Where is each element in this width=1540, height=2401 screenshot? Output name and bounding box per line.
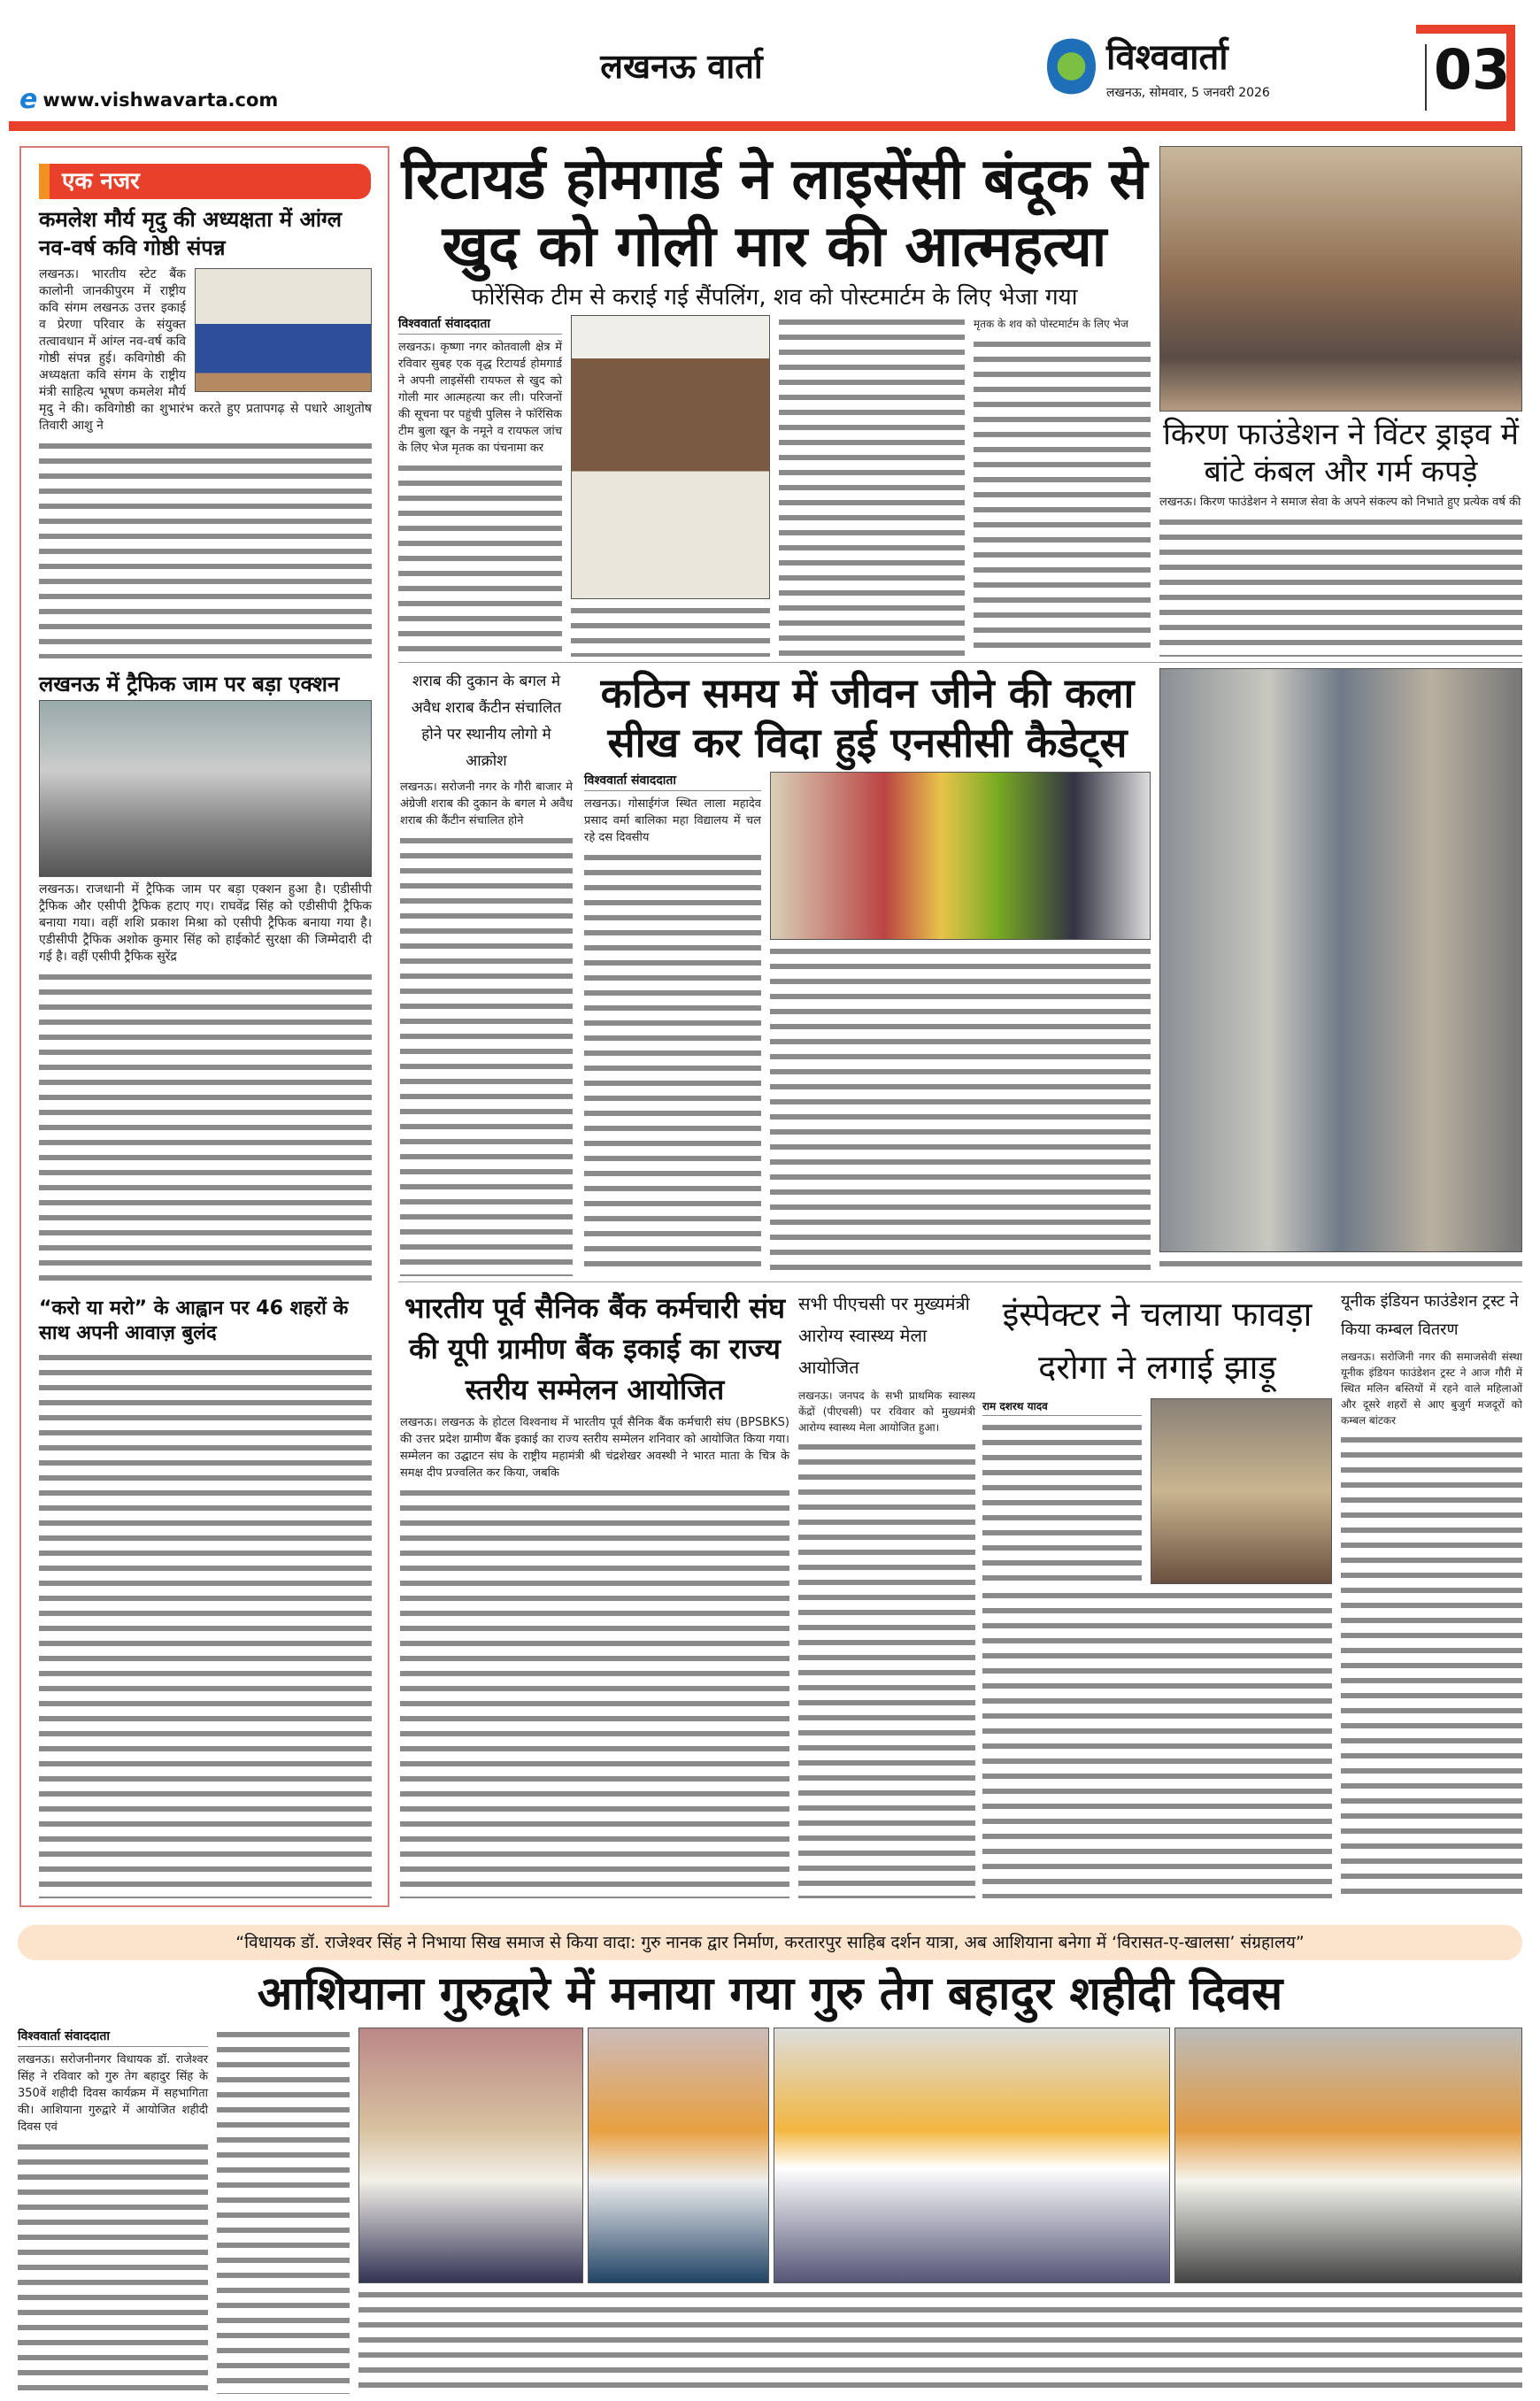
ncc-text-col2 — [770, 944, 1151, 1276]
inspector-sweeping-photo — [1151, 1398, 1332, 1584]
story-karo-ya-maro — [39, 1297, 372, 1898]
story-kavi-wrap — [39, 266, 372, 435]
ncc-text-col1 — [584, 850, 761, 1276]
main-byline: विश्ववार्ता संवाददाता — [398, 315, 562, 335]
traffic-body: लखनऊ। राजधानी में ट्रैफिक जाम पर बड़ा एक्शन हुआ है। एडीसीपी ट्रैफिक और एसीपी ट्रैफिक हटाए गए। राघवेंद्र सिंह को एडीसीपी ट्रैफिक बनाया गया। वहीं शशि प्रकाश मिश्रा को एसीपी ट्रैफिक बनाया गया है। एडीसीपी ट्रैफिक अशोक कुमार सिंह को हाईकोर्ट सुरक्षा की जिम्मेदारी दी गई है। वहीं एसीपी ट्रैफिक सुरेंद्र — [39, 882, 372, 965]
traffic-headline: लखनऊ में ट्रैफिक जाम पर बड़ा एक्शन — [39, 672, 340, 696]
gurudwara-photo-1 — [358, 2028, 583, 2283]
story-kavi-body: लखनऊ। भारतीय स्टेट बैंक कालोनी जानकीपुरम में राष्ट्रीय कवि संगम लखनऊ उत्तर इकाई व प्रेरणा परिवार के संयुक्त तत्वावधान में आंग्ल नव-वर्ष कवि गोष्ठी संपन्न हुई। कविगोष्ठी की अध्यक्षता कवि संगम के राष्ट्रीय मंत्री साहित्य भूषण कमलेश मौर्य मृदु ने की। कविगोष्ठी का शुभारंभ करते हुए प्रतापगढ़ से पधारे आशुतोष तिवारी आशु ने — [39, 267, 372, 433]
gurudwara-text-col2 — [217, 2028, 350, 2394]
phc-story — [798, 1288, 975, 1898]
main-col3: मृतक के शव को पोस्टमार्टम के लिए भेज — [974, 317, 1128, 330]
gurudwara-photo-3 — [774, 2028, 1170, 2283]
story-traffic — [39, 673, 372, 1285]
ncc-body: लखनऊ। गोसाईगंज स्थित लाला महादेव प्रसाद वर्मा बालिका महा विद्यालय में चल रहे दस दिवसीय — [584, 797, 761, 844]
gurudwara-story — [18, 1925, 1522, 2394]
ncc-story — [584, 668, 1151, 1276]
gurudwara-banner — [18, 1925, 1522, 1960]
inspector-headline: इंस्पेक्टर ने चलाया फावड़ा दरोगा ने लगाई झाड़ू — [1002, 1295, 1313, 1387]
ncc-col2 — [770, 772, 1151, 1276]
main-story — [398, 146, 1151, 657]
unique-headline: यूनीक इंडियन फाउंडेशन ट्रस्ट ने किया कम्बल वितरण — [1341, 1292, 1519, 1339]
header-red-bar — [9, 121, 1515, 131]
main-text-col3 — [779, 315, 965, 657]
ncc-col1 — [584, 772, 761, 1276]
liquor-text — [400, 834, 573, 1276]
main-columns — [398, 315, 1151, 657]
main-text-col2 — [571, 604, 770, 657]
section-title: लखनऊ वार्ता — [600, 47, 763, 86]
main-text-col1 — [398, 461, 562, 657]
bank-headline: भारतीय पूर्व सैनिक बैंक कर्मचारी संघ की यूपी ग्रामीण बैंक इकाई का राज्य स्तरीय सम्मेलन आयोजित — [404, 1291, 785, 1406]
divider — [1425, 44, 1427, 111]
alley-caption — [1159, 1257, 1522, 1276]
banner-text: “विधायक डॉ. राजेश्वर सिंह ने निभाया सिख समाज से किया वादा: गुरु नानक द्वार निर्माण, करतारपुर साहिब दर्शन यात्रा, अब आशियाना बनेगा में ‘विरासत-ए-खालसा’ संग्रहालय” — [235, 1933, 1305, 1952]
brand-name: विश्ववार्ता — [1106, 37, 1228, 78]
unique-body: लखनऊ। सरोजिनी नगर की समाजसेवी संस्था यूनीक इंडियन फाउंडेशन ट्रस्ट ने आज गौरी में स्थित मलिन बस्तियों में रहने वाले महिलाओं और दूसरे शहरों से आए बुजुर्ग मजदूरों को कम्बल बांटकर — [1341, 1351, 1522, 1427]
phc-headline: सभी पीएचसी पर मुख्यमंत्री आरोग्य स्वास्थ्य मेला आयोजित — [798, 1293, 970, 1378]
divider — [398, 1281, 1522, 1282]
karo-ya-maro-text — [39, 1351, 372, 1898]
bank-body: लखनऊ। लखनऊ के होटल विश्वनाथ में भारतीय पूर्व सैनिक बैंक कर्मचारी संघ (BPSBKS) की उत्तर प्रदेश ग्रामीण बैंक इकाई का राज्य स्तरीय सम्मेलन शनिवार को आयोजित किया गया। सम्मेलन का उद्घाटन संघ के राष्ट्रीय महामंत्री श्री चंद्रशेखर अवस्थी ने भारत माता के चित्र के समक्ष दीप प्रज्वलित कर किया, जबकि — [400, 1416, 789, 1480]
vehicles-alley-photo — [1159, 668, 1522, 1252]
masthead-logo — [1047, 35, 1096, 97]
inspector-story — [982, 1288, 1332, 1898]
unique-text — [1341, 1433, 1522, 1898]
bank-story — [400, 1288, 789, 1898]
traffic-jam-photo — [39, 700, 372, 877]
liquor-body: लखनऊ। सरोजनी नगर के गौरी बाजार मे अंग्रेजी शराब की दुकान के बगल मे अवैध शराब की कैंटीन संचालित होने — [400, 781, 573, 827]
inspector-text-col1 — [982, 1420, 1142, 1584]
kiran-body: लखनऊ। किरण फाउंडेशन ने समाज सेवा के अपने संकल्प को निभाते हुए प्रत्येक वर्ष की — [1159, 496, 1521, 509]
gurudwara-photos — [358, 2028, 1522, 2283]
ncc-byline: विश्ववार्ता संवाददाता — [584, 772, 761, 791]
story-kavi-headline: कमलेश मौर्य मृदु की अध्यक्षता में आंग्ल नव-वर्ष कवि गोष्ठी संपन्न — [39, 207, 343, 260]
main-col4 — [974, 315, 1151, 657]
kiran-text — [1159, 515, 1522, 657]
main-headline: रिटायर्ड होमगार्ड ने लाइसेंसी बंदूक से खुद को गोली मार की आत्महत्या — [401, 147, 1148, 280]
gurudwara-col1 — [18, 2028, 208, 2394]
site-url[interactable]: e www.vishwavarta.com — [19, 84, 279, 115]
karo-ya-maro-headline: “करो या मरो” के आह्वान पर 46 शहरों के साथ अपनी आवाज़ बुलंद — [39, 1297, 349, 1344]
page-number: 03 — [1434, 37, 1511, 102]
main-subhead: फोरेंसिक टीम से कराई गई सैंपलिंग, शव को पोस्टमार्टम के लिए भेजा गया — [471, 284, 1078, 311]
main-col1 — [398, 315, 562, 657]
gurudwara-text-lower — [358, 2288, 1522, 2394]
ek-nazar-text: एक नजर — [62, 168, 140, 195]
main-col2 — [571, 315, 770, 657]
kiran-headline: किरण फाउंडेशन ने विंटर ड्राइव में बांटे कंबल और गर्म कपड़े — [1163, 417, 1519, 489]
story-kavi — [39, 205, 372, 658]
gurudwara-photo-2 — [588, 2028, 769, 2283]
homeguard-id-photo — [571, 315, 770, 599]
kiran-story — [1159, 146, 1522, 657]
main-body: लखनऊ। कृष्णा नगर कोतवाली क्षेत्र में रविवार सुबह एक वृद्ध रिटायर्ड होमगार्ड ने अपनी लाइसेंसी रायफल से खुद को गोली मार आत्महत्या कर ली। परिजनों की सूचना पर पहुंची पुलिस ने फॉरेंसिक टीम बुला खून के नमूने व रायफल जांच के लिए भेज मृतक का पंचनामा कर — [398, 340, 562, 455]
gurudwara-photo-4 — [1174, 2028, 1522, 2283]
gurudwara-byline: विश्ववार्ता संवाददाता — [18, 2028, 208, 2047]
phc-text — [798, 1440, 975, 1898]
blanket-drive-photo — [1159, 146, 1522, 412]
inspector-byline: राम दशरथ यादव — [982, 1398, 1142, 1416]
ek-nazar-label — [39, 164, 371, 199]
gurudwara-body: लखनऊ। सरोजनीनगर विधायक डॉ. राजेश्वर सिंह ने रविवार को गुरु तेग बहादुर सिंह के 350वें शहीदी दिवस कार्यक्रम में सहभागिता की। आशियाना गुरुद्वारे में आयोजित शहीदी दिवस एवं — [18, 2053, 208, 2134]
story-kavi-text — [39, 439, 372, 658]
ncc-cadets-photo — [770, 772, 1151, 940]
liquor-story — [400, 668, 573, 1276]
traffic-text — [39, 970, 372, 1285]
dateline: लखनऊ, सोमवार, 5 जनवरी 2026 — [1106, 86, 1270, 100]
browser-e-icon: e — [19, 84, 38, 115]
kavi-goshthi-photo — [195, 268, 372, 392]
unique-story — [1341, 1288, 1522, 1898]
phc-body: लखनऊ। जनपद के सभी प्राथमिक स्वास्थ्य केंद्रों (पीएचसी) पर रविवार को मुख्यमंत्री आरोग्य स्वास्थ्य मेला आयोजित हुआ। — [798, 1389, 975, 1434]
ncc-columns — [584, 772, 1151, 1276]
ncc-headline: कठिन समय में जीवन जीने की कला सीख कर विदा हुई एनसीसी कैडेट्स — [600, 669, 1135, 766]
gurudwara-text-col1 — [18, 2140, 208, 2394]
gurudwara-columns — [18, 2028, 1522, 2394]
divider — [398, 662, 1522, 663]
main-text-col4 — [974, 337, 1151, 657]
inspector-col1 — [982, 1398, 1142, 1584]
liquor-headline: शराब की दुकान के बगल मे अवैध शराब कैंटीन संचालित होने पर स्थानीय लोगो मे आक्रोश — [411, 673, 562, 770]
gurudwara-photo-area — [358, 2028, 1522, 2394]
gurudwara-headline: आशियाना गुरुद्वारे में मनाया गया गुरु तेग बहादुर शहीदी दिवस — [257, 1967, 1283, 2020]
inspector-text — [982, 1589, 1332, 1898]
inspector-columns — [982, 1398, 1332, 1584]
bank-text — [400, 1486, 789, 1898]
